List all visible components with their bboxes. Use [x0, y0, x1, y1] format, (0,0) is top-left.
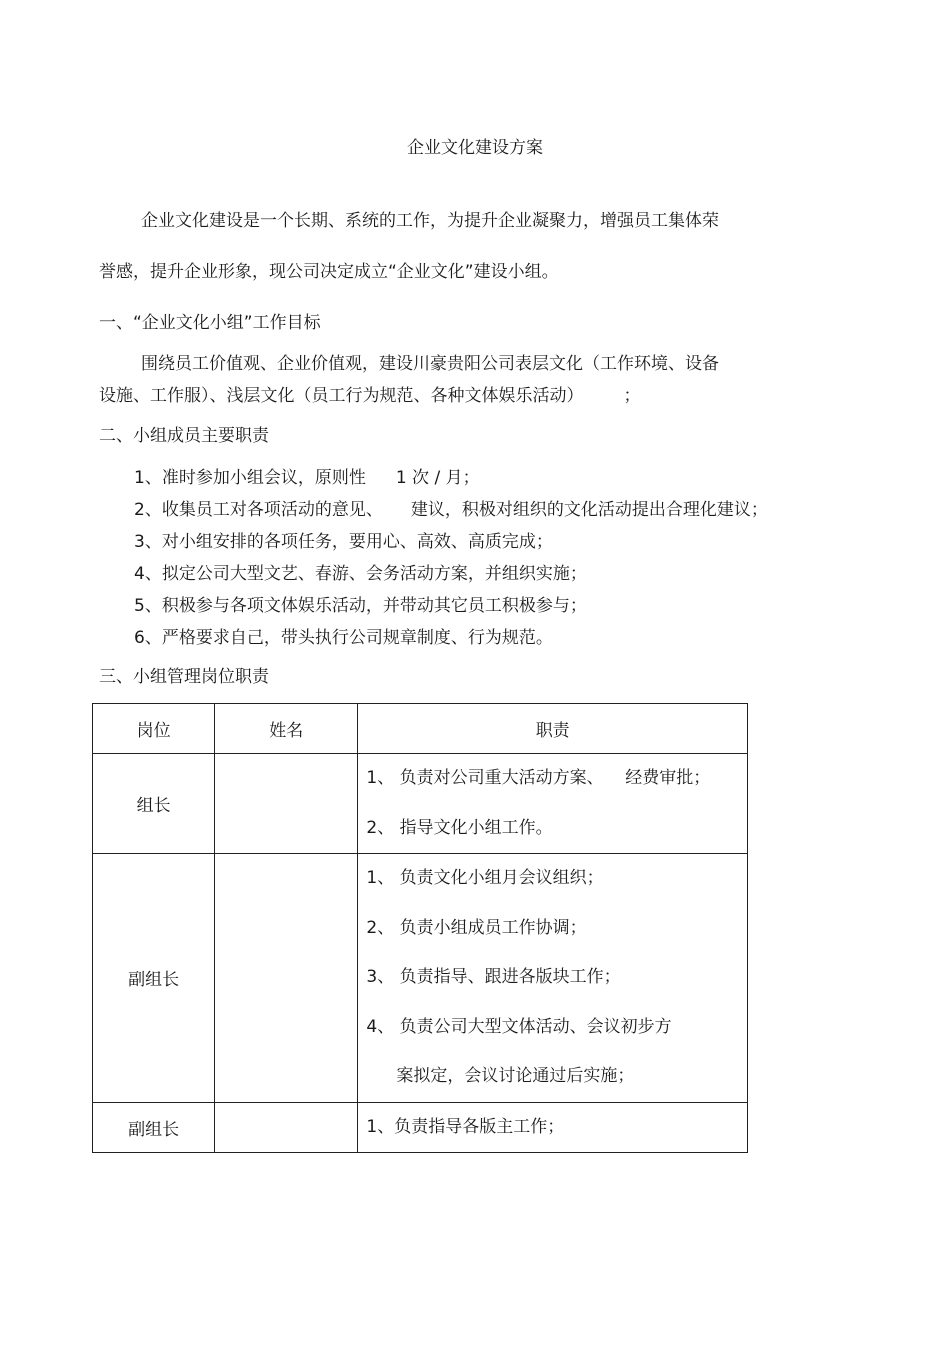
cell-position: 组长: [93, 754, 215, 854]
header-duty: 职责: [358, 704, 748, 754]
duty-list-item: 1、准时参加小组会议，原则性 1 次 / 月；: [134, 468, 480, 488]
duty-item: 1、负责指导各版主工作；: [366, 1116, 565, 1137]
duty-list-item: 4、拟定公司大型文艺、春游、会务活动方案，并组织实施；: [134, 564, 587, 584]
cell-position: 副组长: [93, 854, 215, 1103]
header-name: 姓名: [215, 704, 358, 754]
duty-item: 1、 负责对公司重大活动方案、 经费审批；: [366, 768, 711, 788]
cell-name: [215, 1102, 358, 1153]
cell-name: [215, 754, 358, 854]
cell-position: 副组长: [93, 1102, 215, 1153]
duty-list-item: 6、严格要求自己，带头执行公司规章制度、行为规范。: [134, 628, 553, 648]
section-1-paragraph-end: ；: [623, 386, 641, 406]
document-title: 企业文化建设方案: [407, 138, 543, 158]
duty-item: 案拟定，会议讨论通过后实施；: [396, 1066, 635, 1086]
cell-duty: [358, 754, 748, 854]
intro-paragraph-line-2: 誉感，提升企业形象，现公司决定成立“企业文化”建设小组。: [99, 262, 559, 282]
cell-duty: [358, 854, 748, 1103]
duty-item: 2、 负责小组成员工作协调；: [366, 917, 587, 938]
table-row: [93, 1102, 748, 1153]
section-3-heading: 三、小组管理岗位职责: [99, 667, 269, 687]
table-header-row: [93, 704, 748, 754]
duty-item: 1、 负责文化小组月会议组织；: [366, 868, 604, 888]
duty-item: 4、 负责公司大型文体活动、会议初步方: [366, 1016, 672, 1037]
cell-duty: [358, 1102, 748, 1153]
section-1-paragraph-text: 设施、工作服）、浅层文化（员工行为规范、各种文体娱乐活动）: [99, 386, 584, 406]
duty-list-item: 5、积极参与各项文体娱乐活动，并带动其它员工积极参与；: [134, 596, 587, 616]
duty-list-item: 3、对小组安排的各项任务，要用心、高效、高质完成；: [134, 532, 553, 552]
intro-paragraph-line-1: 企业文化建设是一个长期、系统的工作，为提升企业凝聚力，增强员工集体荣: [141, 211, 719, 231]
section-1-paragraph-line-1: 围绕员工价值观、企业价值观，建设川豪贵阳公司表层文化（工作环境、设备: [141, 354, 719, 374]
duty-list-item: 2、收集员工对各项活动的意见、 建议，积极对组织的文化活动提出合理化建议；: [134, 500, 768, 520]
duty-item: 2、 指导文化小组工作。: [366, 817, 553, 838]
table-row: [93, 754, 748, 854]
duty-item: 3、 负责指导、跟进各版块工作；: [366, 967, 621, 987]
section-1-paragraph-line-2: [99, 384, 641, 408]
table-row: [93, 854, 748, 1103]
section-1-heading: 一、“企业文化小组”工作目标: [99, 313, 321, 333]
cell-name: [215, 854, 358, 1103]
section-2-heading: 二、小组成员主要职责: [99, 426, 269, 446]
header-position: 岗位: [93, 704, 215, 754]
positions-table: [92, 703, 748, 1153]
